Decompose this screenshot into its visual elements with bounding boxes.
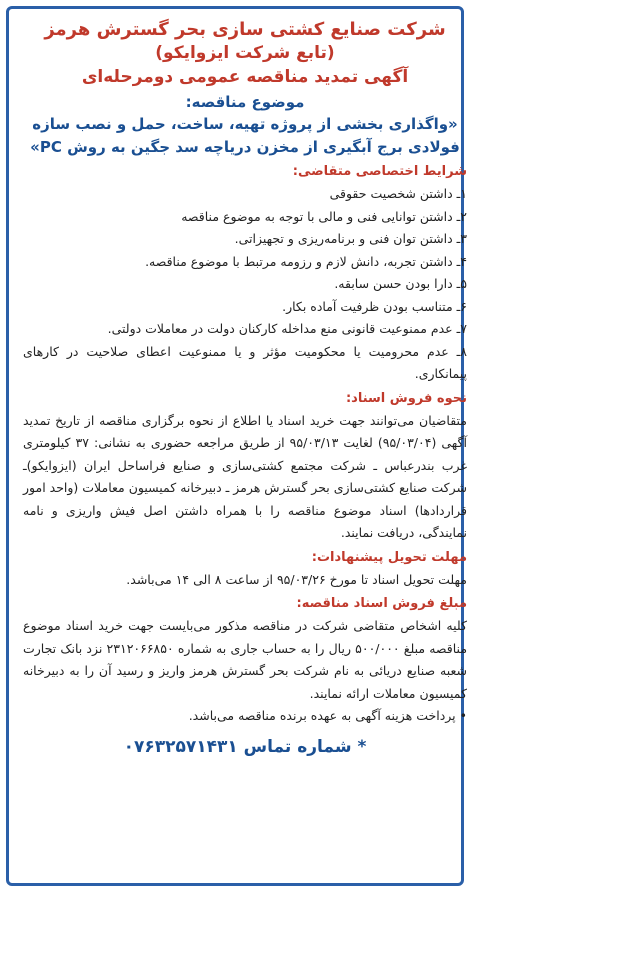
contact-number: * شماره تماس ۰۷۶۳۲۵۷۱۴۳۱: [123, 736, 367, 757]
requirement-item: ۴ـ داشتن تجربه، دانش لازم و رزومه مرتبط با موضوع مناقصه.: [145, 253, 467, 269]
ad-cost-note: • پرداخت هزینه آگهی به عهده برنده مناقصه می‌باشد.: [188, 708, 467, 723]
requirement-item: ۶ـ متناسب بودن ظرفیت آماده بکار.: [282, 298, 467, 314]
requirement-item: ۵ـ دارا بودن حسن سابقه.: [334, 276, 467, 291]
deadline-text: مهلت تحویل اسناد تا مورخ ۹۵/۰۳/۲۶ از ساعت ۸ الی ۱۴ می‌باشد.: [126, 571, 467, 587]
notice-content: [23, 17, 467, 760]
company-title: شرکت صنایع کشتی سازی بحر گسترش هرمز: [44, 19, 446, 40]
requirement-item: ۳ـ داشتن توان فنی و برنامه‌ریزی و تجهیزاتی.: [234, 231, 467, 246]
topic-line-1: «واگذاری بخشی از پروژه تهیه، ساخت، حمل و نصب سازه: [32, 115, 458, 133]
sale-heading: نحوه فروش اسناد:: [345, 390, 467, 406]
sale-text: متقاضیان می‌توانند جهت خرید اسناد یا اطلاع از نحوه برگزاری مناقصه از تاریخ تمدید آگهی (۹۵/۰۳/۰۴) لغایت ۹۵/۰۳/۱۳ از طریق مراجعه حضوری به نشانی: ۳۷ کیلومتری غرب بندرعباس ـ شرکت مجتمع کشتی‌سازی و صنایع فراساحل ایران (ایزوایکو)ـ شرکت صنایع کشتی‌سازی بحر گسترش هرمز ـ دبیرخانه کمیسیون معاملات (واحد امور قراردادها) اسناد موضوع مناقصه را با همراه داشتن اصل فیش واریزی و نامه نمایندگی، دریافت نمایند.: [23, 412, 467, 540]
deadline-heading: مهلت تحویل پیشنهادات:: [311, 549, 467, 565]
requirement-item: ۱ـ داشتن شخصیت حقوقی: [329, 186, 467, 201]
fee-text: کلیه اشخاص متقاضی شرکت در مناقصه مذکور می‌بایست جهت خرید اسناد موضوع مناقصه مبلغ ۵۰۰/۰۰۰ ریال را به حساب جاری به شماره ۲۳۱۲۰۶۶۸۵۰ نزد بانک تجارت شعبه صنایع دریائی به نام شرکت بحر گسترش هرمز واریز و رسید آن را به دبیرخانه کمیسیون معاملات ارائه نمایند.: [23, 618, 468, 701]
requirement-item: ۲ـ داشتن توانایی فنی و مالی با توجه به موضوع مناقصه: [181, 208, 467, 224]
topic-line-2: فولادی برج آبگیری از مخزن دریاچه سد جگین به روش PC»: [30, 138, 460, 156]
notice-frame: [6, 6, 468, 886]
requirement-item: ۸ـ عدم محرومیت یا محکومیت مؤثر و یا ممنوعیت اعطای صلاحیت در کارهای پیمانکاری.: [23, 343, 467, 381]
company-affiliation: (تابع شرکت ایزوایکو): [155, 43, 335, 63]
requirement-item: ۷ـ عدم ممنوعیت قانونی منع مداخله کارکنان دولت در معاملات دولتی.: [107, 321, 467, 336]
fee-heading: مبلغ فروش اسناد مناقصه:: [296, 596, 467, 611]
topic-label: موضوع مناقصه:: [185, 93, 305, 111]
requirements-heading: شرایط اختصاصی متقاضی:: [292, 164, 467, 179]
notice-title: آگهی تمدید مناقصه عمومی دومرحله‌ای: [81, 67, 409, 87]
requirements-list: [23, 183, 467, 386]
